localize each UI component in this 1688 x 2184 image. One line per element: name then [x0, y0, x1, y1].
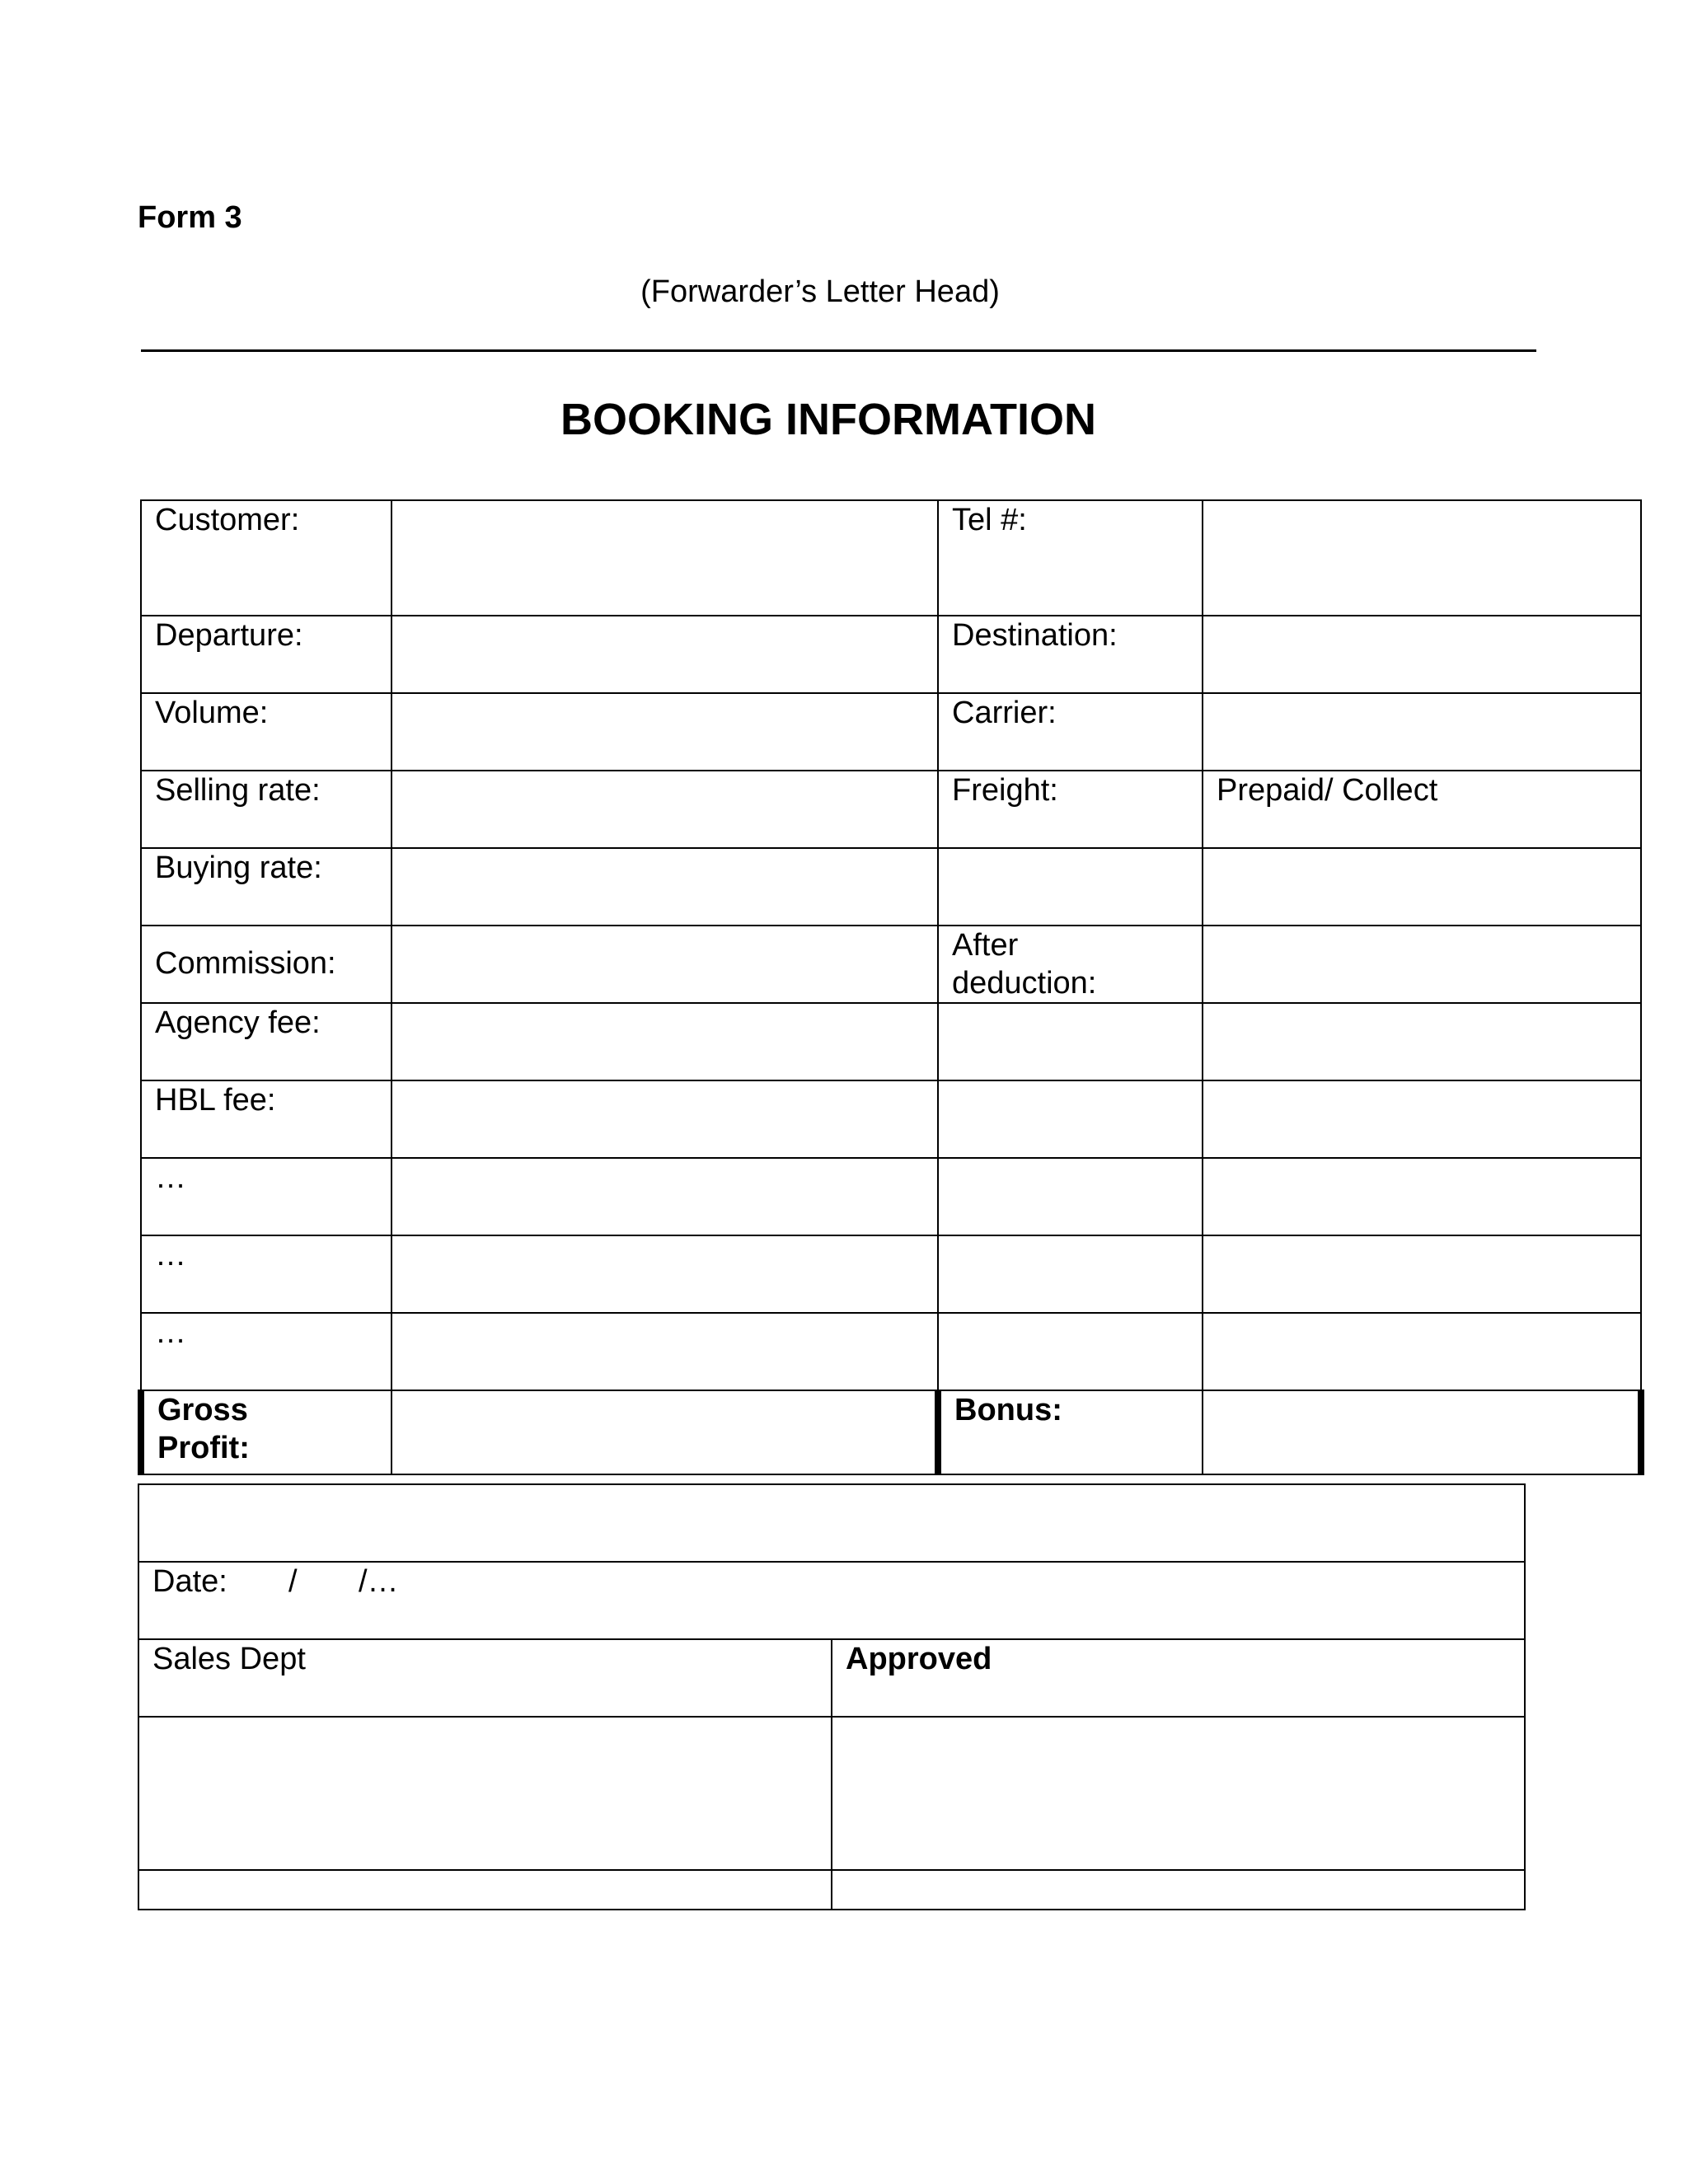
row-label	[938, 1158, 1203, 1235]
hbl-fee-field[interactable]	[392, 1080, 938, 1158]
table-row	[141, 1003, 1641, 1080]
row-label: After deduction:	[938, 926, 1203, 1003]
row-label: Selling rate:	[141, 771, 392, 848]
volume-field[interactable]	[392, 693, 938, 771]
form-number: Form 3	[138, 200, 242, 235]
signature-row	[138, 1717, 1525, 1870]
row-label: Destination:	[938, 616, 1203, 693]
row-label	[938, 1003, 1203, 1080]
carrier-field[interactable]	[1203, 693, 1641, 771]
booking-table	[138, 499, 1644, 1475]
row-label: Agency fee:	[141, 1003, 392, 1080]
header-rule	[141, 349, 1536, 352]
value-cell[interactable]	[392, 1313, 938, 1390]
blank-cell[interactable]	[138, 1484, 1525, 1562]
value-cell[interactable]	[392, 1158, 938, 1235]
page-title: BOOKING INFORMATION	[560, 395, 1096, 444]
bonus-field[interactable]	[1203, 1390, 1641, 1474]
sales-dept-name[interactable]	[138, 1870, 832, 1910]
table-row	[141, 500, 1641, 616]
row-label: Tel #:	[938, 500, 1203, 616]
row-label	[938, 1080, 1203, 1158]
table-row	[141, 1158, 1641, 1235]
sales-dept-label: Sales Dept	[138, 1639, 832, 1717]
row-label: …	[141, 1235, 392, 1313]
table-row	[141, 1080, 1641, 1158]
gross-profit-label: Gross Profit:	[141, 1390, 392, 1474]
row-label	[938, 1235, 1203, 1313]
tel-field[interactable]	[1203, 500, 1641, 616]
date-separator: /	[288, 1564, 298, 1599]
table-row	[141, 1313, 1641, 1390]
row-label: Volume:	[141, 693, 392, 771]
commission-field[interactable]	[392, 926, 938, 1003]
row-label: Carrier:	[938, 693, 1203, 771]
approved-name[interactable]	[832, 1870, 1525, 1910]
destination-field[interactable]	[1203, 616, 1641, 693]
row-label: Customer:	[141, 500, 392, 616]
row-label	[938, 1313, 1203, 1390]
departure-field[interactable]	[392, 616, 938, 693]
row-label: HBL fee:	[141, 1080, 392, 1158]
approval-table	[138, 1483, 1526, 1910]
table-row	[141, 693, 1641, 771]
row-label: Departure:	[141, 616, 392, 693]
selling-rate-field[interactable]	[392, 771, 938, 848]
table-row	[138, 1484, 1525, 1562]
table-row	[141, 771, 1641, 848]
approved-label: Approved	[832, 1639, 1525, 1717]
value-cell[interactable]	[1203, 1080, 1641, 1158]
agency-fee-field[interactable]	[392, 1003, 938, 1080]
customer-field[interactable]	[392, 500, 938, 616]
row-label: Freight:	[938, 771, 1203, 848]
gross-profit-row	[141, 1390, 1641, 1474]
bonus-label: Bonus:	[938, 1390, 1203, 1474]
sales-dept-signature[interactable]	[138, 1717, 832, 1870]
value-cell[interactable]	[1203, 848, 1641, 926]
buying-rate-field[interactable]	[392, 848, 938, 926]
table-row	[141, 1235, 1641, 1313]
date-label: Date:	[152, 1564, 227, 1599]
value-cell[interactable]	[392, 1235, 938, 1313]
value-cell[interactable]	[1203, 1313, 1641, 1390]
approved-signature[interactable]	[832, 1717, 1525, 1870]
value-cell[interactable]	[1203, 1235, 1641, 1313]
table-row	[141, 848, 1641, 926]
row-label: …	[141, 1158, 392, 1235]
gross-profit-field[interactable]	[392, 1390, 938, 1474]
table-row	[138, 1870, 1525, 1910]
value-cell[interactable]	[1203, 1003, 1641, 1080]
date-row	[138, 1562, 1525, 1639]
row-label: …	[141, 1313, 392, 1390]
row-label: Commission:	[141, 926, 392, 1003]
letterhead-placeholder: (Forwarder’s Letter Head)	[640, 274, 1000, 309]
freight-field[interactable]: Prepaid/ Collect	[1203, 771, 1641, 848]
table-row	[141, 926, 1641, 1003]
date-separator: /…	[359, 1564, 399, 1599]
signature-header-row	[138, 1639, 1525, 1717]
table-row	[141, 616, 1641, 693]
row-label: Buying rate:	[141, 848, 392, 926]
date-cell[interactable]	[138, 1562, 1525, 1639]
value-cell[interactable]	[1203, 1158, 1641, 1235]
row-label	[938, 848, 1203, 926]
after-deduction-field[interactable]	[1203, 926, 1641, 1003]
